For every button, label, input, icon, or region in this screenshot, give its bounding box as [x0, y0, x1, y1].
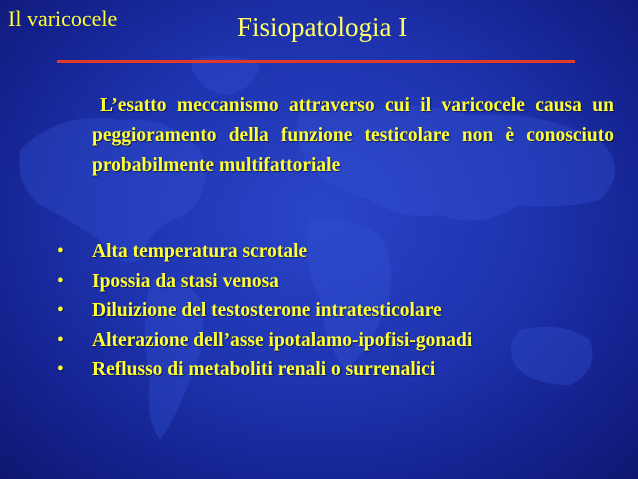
list-item	[57, 326, 617, 356]
intro-text: L’esatto meccanismo attraverso cui il varicocele causa un peggioramento della funzione testicolare non è conosciuto probabilmente multifattoriale	[92, 95, 614, 176]
list-item	[57, 296, 617, 326]
slide-title: Fisiopatologia I	[237, 12, 408, 42]
list-item	[57, 355, 617, 385]
list-item	[57, 237, 617, 267]
bullet-text: Alterazione dell’asse ipotalamo-ipofisi-gonadi	[92, 329, 473, 351]
list-item	[57, 267, 617, 297]
bullet-marker: •	[57, 359, 64, 380]
bullet-text: Reflusso di metaboliti renali o surrenalici	[92, 359, 436, 380]
bullet-marker: •	[57, 270, 64, 292]
bullet-list	[57, 237, 617, 385]
bullet-text: Ipossia da stasi venosa	[92, 270, 279, 292]
bullet-marker: •	[57, 329, 64, 351]
bullet-marker: •	[57, 300, 64, 321]
title-divider	[57, 60, 575, 63]
bullet-marker: •	[57, 241, 64, 262]
bullet-text: Diluizione del testosterone intratesticolare	[92, 300, 442, 321]
bullet-text: Alta temperatura scrotale	[92, 241, 308, 262]
intro-paragraph	[92, 91, 614, 181]
corner-title: Il varicocele	[8, 6, 118, 31]
